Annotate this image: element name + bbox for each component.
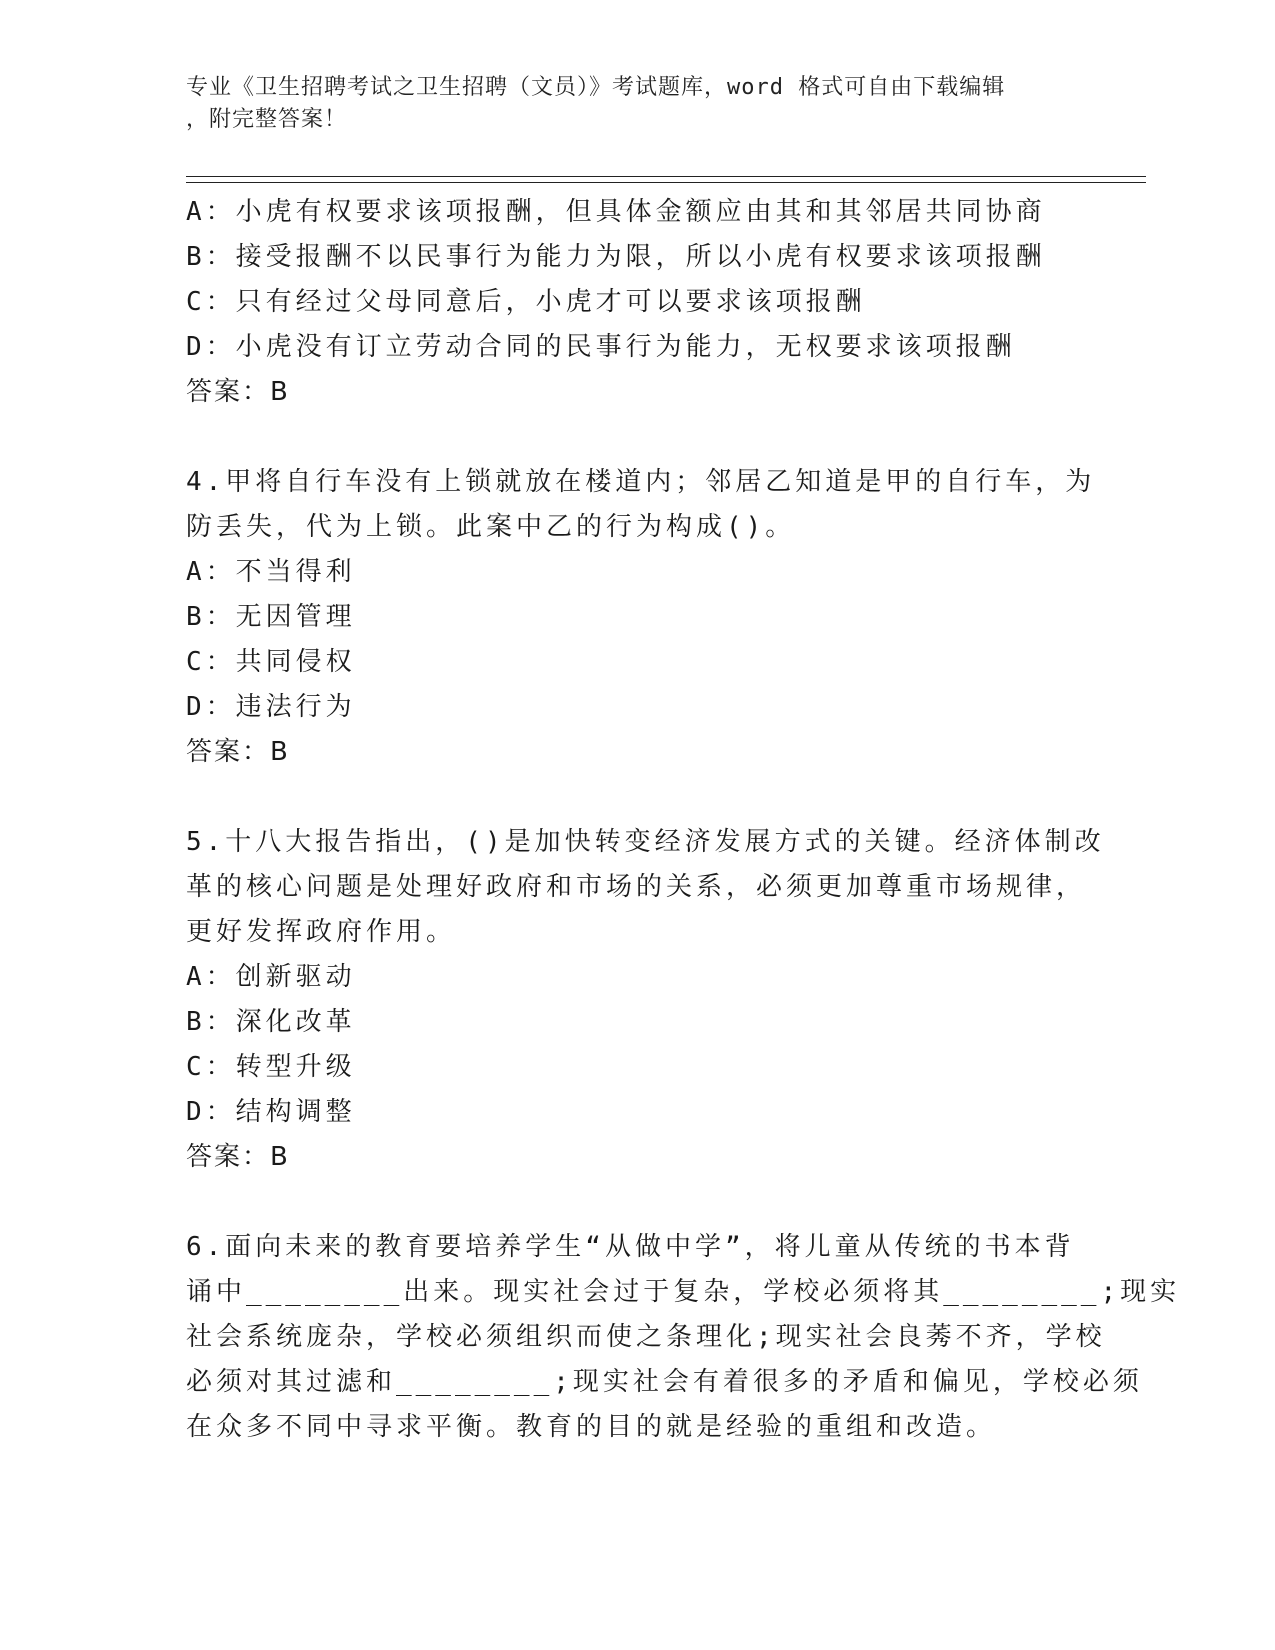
q4-answer (186, 730, 1066, 775)
question-6 (186, 1225, 1181, 1450)
q5-option-b: B：深化改革 (186, 1007, 356, 1037)
q6-stem-line-3: 社会系统庞杂，学校必须组织而使之条理化;现实社会良莠不齐，学校 (186, 1322, 1106, 1352)
q5-option-d: D：结构调整 (186, 1097, 356, 1127)
q4-stem-line-1: 4.甲将自行车没有上锁就放在楼道内；邻居乙知道是甲的自行车，为 (186, 467, 1096, 497)
answer-value: B (270, 1142, 290, 1172)
q3-option-a: A：小虎有权要求该项报酬，但具体金额应由其和其邻居共同协商 (186, 197, 1046, 227)
q5-option-a: A：创新驱动 (186, 962, 356, 992)
q3-option-d: D：小虎没有订立劳动合同的民事行为能力，无权要求该项报酬 (186, 332, 1016, 362)
q4-option-d: D：违法行为 (186, 692, 356, 722)
q5-answer (186, 1135, 1066, 1180)
q3-option-b: B：接受报酬不以民事行为能力为限，所以小虎有权要求该项报酬 (186, 242, 1046, 272)
q5-stem-line-3: 更好发挥政府作用。 (186, 917, 457, 947)
q6-stem-line-2: 诵中________出来。现实社会过于复杂，学校必须将其________;现实 (186, 1277, 1181, 1307)
q6-stem-line-5: 在众多不同中寻求平衡。教育的目的就是经验的重组和改造。 (186, 1412, 997, 1442)
q6-stem-line-4: 必须对其过滤和________;现实社会有着很多的矛盾和偏见，学校必须 (186, 1367, 1143, 1397)
spacer (186, 415, 1066, 460)
q5-option-c: C：转型升级 (186, 1052, 356, 1082)
answer-label: 答案： (186, 737, 271, 767)
question-4 (186, 460, 1096, 775)
question-3 (186, 190, 1066, 415)
q4-stem-line-2: 防丢失，代为上锁。此案中乙的行为构成()。 (186, 512, 796, 542)
document-header (186, 72, 1066, 136)
spacer (186, 1180, 1066, 1225)
q4-option-b: B：无因管理 (186, 602, 356, 632)
question-list (186, 190, 1181, 1450)
spacer (186, 775, 1066, 820)
header-divider (186, 176, 1146, 183)
answer-label: 答案： (186, 1142, 271, 1172)
q3-answer (186, 370, 1066, 415)
q4-option-a: A：不当得利 (186, 557, 356, 587)
question-5 (186, 820, 1105, 1180)
q3-option-c: C：只有经过父母同意后，小虎才可以要求该项报酬 (186, 287, 866, 317)
answer-value: B (270, 737, 290, 767)
header-title-line-2: ，附完整答案！ (186, 107, 348, 132)
answer-label: 答案： (186, 377, 271, 407)
q6-stem-line-1: 6.面向未来的教育要培养学生“从做中学”，将儿童从传统的书本背 (186, 1232, 1075, 1262)
q4-option-c: C：共同侵权 (186, 647, 356, 677)
q5-stem-line-2: 革的核心问题是处理好政府和市场的关系，必须更加尊重市场规律， (186, 872, 1087, 902)
answer-value: B (270, 377, 290, 407)
q5-stem-line-1: 5.十八大报告指出，()是加快转变经济发展方式的关键。经济体制改 (186, 827, 1105, 857)
header-title-line-1: 专业《卫生招聘考试之卫生招聘（文员）》考试题库，word 格式可自由下载编辑 (186, 75, 1006, 100)
